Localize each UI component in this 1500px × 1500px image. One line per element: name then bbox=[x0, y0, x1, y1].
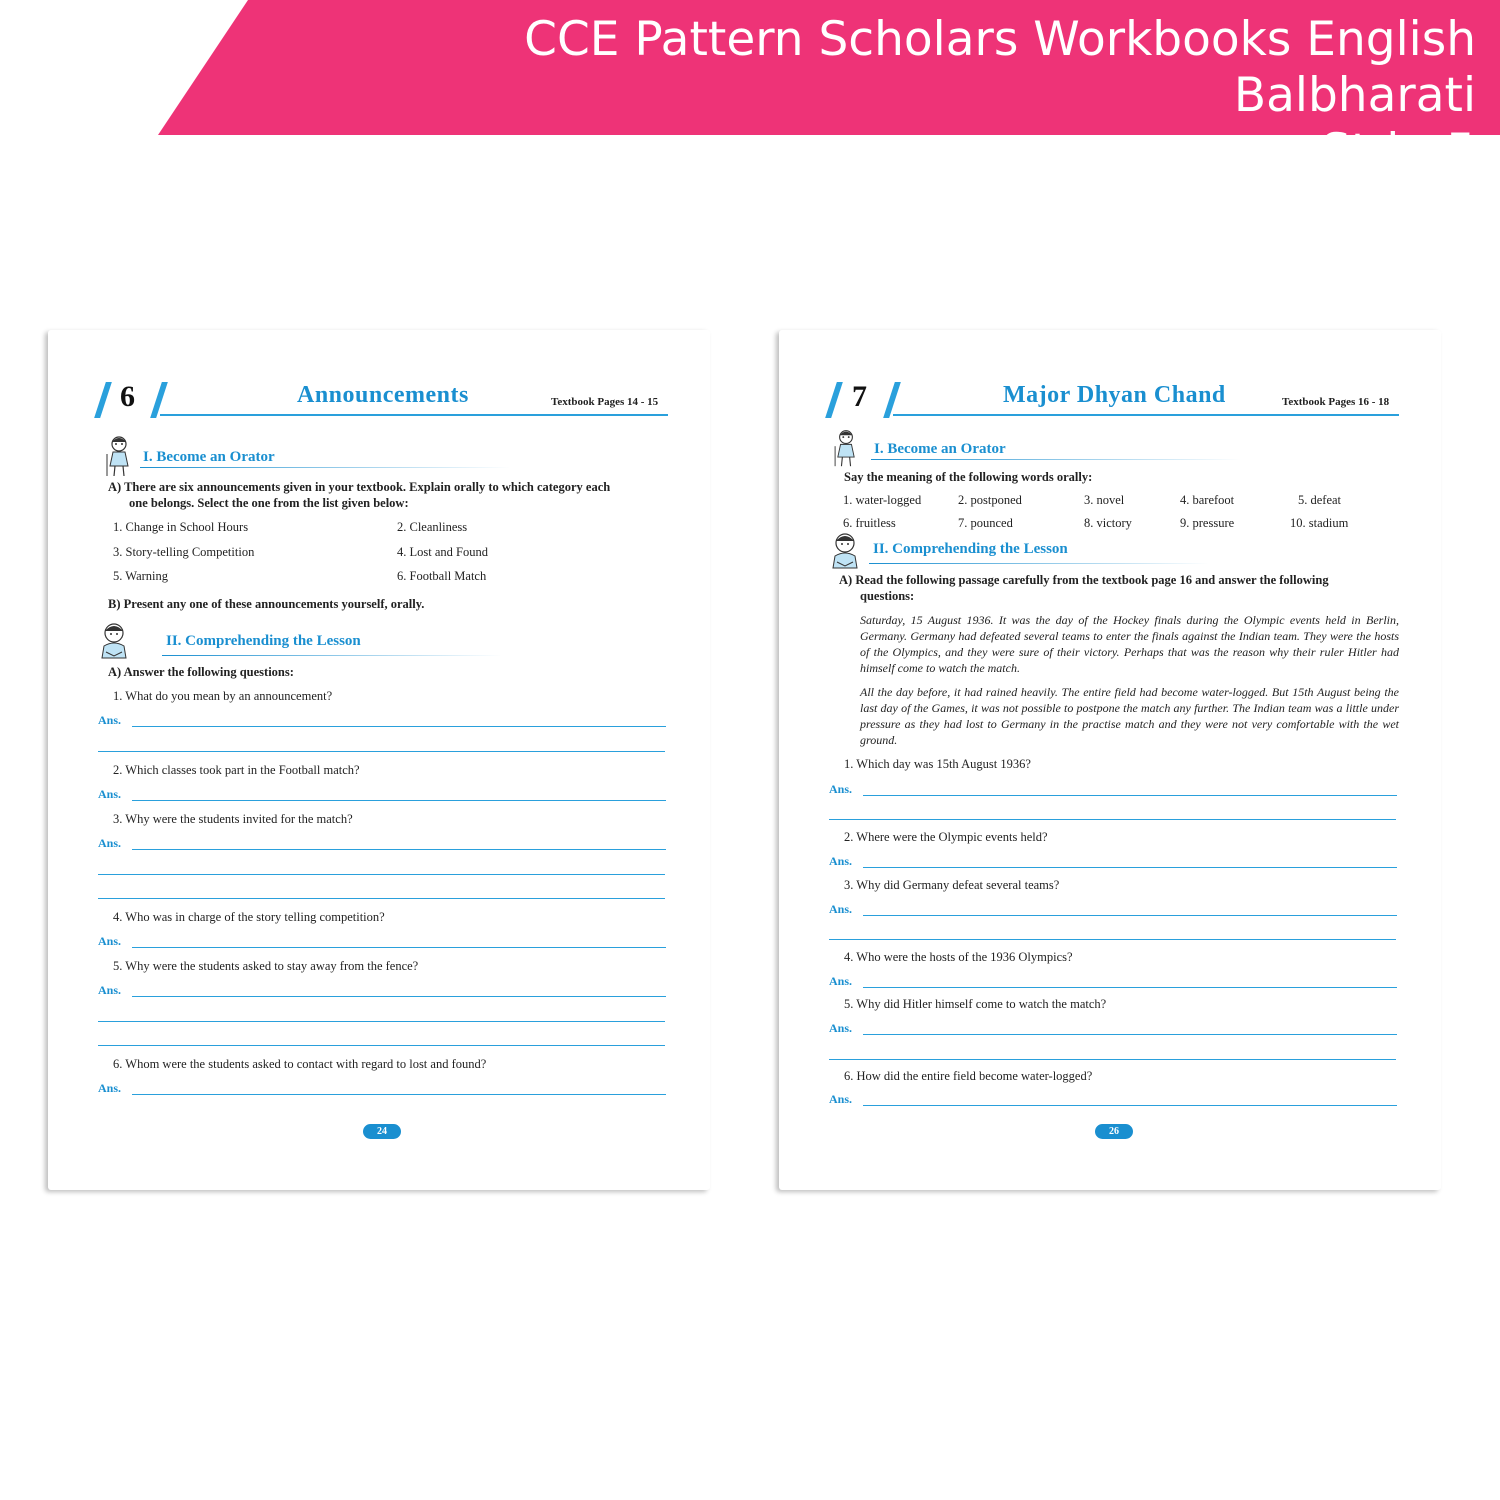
answer-label: Ans. bbox=[829, 1021, 853, 1035]
word-item: 9. pressure bbox=[1180, 516, 1235, 530]
answer-line[interactable] bbox=[829, 1059, 1396, 1060]
question-item: 4. Who were the hosts of the 1936 Olympics? bbox=[844, 950, 1073, 964]
section-rule bbox=[140, 467, 510, 468]
answer-line[interactable] bbox=[132, 1094, 666, 1095]
section-heading-comprehending: II. Comprehending the Lesson bbox=[166, 633, 361, 649]
answer-label: Ans. bbox=[829, 974, 853, 988]
passage-instructions: A) Read the following passage carefully from the textbook page 16 and answer the following bbox=[839, 573, 1329, 587]
chapter-number: 7 bbox=[852, 380, 867, 413]
question-item: 4. Who was in charge of the story telling competition? bbox=[113, 910, 385, 924]
section-rule bbox=[869, 563, 1209, 564]
chapter-underline bbox=[160, 414, 668, 416]
list-item: 6. Football Match bbox=[397, 569, 487, 583]
answer-line[interactable] bbox=[863, 987, 1397, 988]
textbook-pages-ref: Textbook Pages 14 - 15 bbox=[551, 396, 659, 408]
answer-label: Ans. bbox=[98, 836, 122, 850]
chapter-title: Announcements bbox=[297, 382, 469, 408]
answer-label: Ans. bbox=[829, 902, 853, 916]
chapter-slash-mark bbox=[825, 382, 843, 418]
question-item: 1. Which day was 15th August 1936? bbox=[844, 757, 1031, 771]
question-item: 5. Why were the students asked to stay away from the fence? bbox=[113, 959, 419, 973]
answer-line[interactable] bbox=[863, 1105, 1397, 1106]
list-item: 3. Story-telling Competition bbox=[113, 545, 255, 559]
answer-line[interactable] bbox=[132, 726, 666, 727]
banner-title bbox=[276, 12, 1476, 180]
answer-line[interactable] bbox=[132, 849, 666, 850]
answer-line[interactable] bbox=[863, 795, 1397, 796]
answer-label: Ans. bbox=[98, 1081, 122, 1095]
answer-line[interactable] bbox=[132, 947, 666, 948]
textbook-pages-ref: Textbook Pages 16 - 18 bbox=[1282, 396, 1390, 408]
page-number: 26 bbox=[1095, 1124, 1133, 1139]
page-number: 24 bbox=[363, 1124, 401, 1139]
question-item: 6. Whom were the students asked to contact with regard to lost and found? bbox=[113, 1057, 487, 1071]
answer-line[interactable] bbox=[98, 751, 665, 752]
question-item: 3. Why were the students invited for the match? bbox=[113, 812, 353, 826]
workbook-page-right bbox=[779, 330, 1441, 1190]
section-rule bbox=[162, 655, 502, 656]
answer-line[interactable] bbox=[132, 800, 666, 801]
question-item: 1. What do you mean by an announcement? bbox=[113, 689, 333, 703]
banner-title-line1: CCE Pattern Scholars Workbooks English Balbharati bbox=[524, 12, 1476, 123]
list-item: 1. Change in School Hours bbox=[113, 520, 249, 534]
list-item: 5. Warning bbox=[113, 569, 169, 583]
passage-paragraph: Saturday, 15 August 1936. It was the day of the Hockey finals during the Olympic events held in Berlin, Germany. Germany had defeated several teams to enter the finals against the Indian team. They were the hosts of the Olympics, and they were sure of their victory. Perhaps that was the reason why their ruler Hitler had himself come to watch the match. bbox=[860, 613, 1399, 675]
girl-speaker-icon bbox=[831, 428, 861, 468]
list-item: 4. Lost and Found bbox=[397, 545, 488, 559]
word-item: 5. defeat bbox=[1298, 493, 1342, 507]
word-item: 7. pounced bbox=[958, 516, 1013, 530]
word-item: 6. fruitless bbox=[843, 516, 896, 530]
answer-line[interactable] bbox=[98, 898, 665, 899]
chapter-title: Major Dhyan Chand bbox=[1003, 382, 1226, 408]
word-item: 1. water-logged bbox=[843, 493, 922, 507]
answer-line[interactable] bbox=[98, 1021, 665, 1022]
question-item: 2. Where were the Olympic events held? bbox=[844, 830, 1048, 844]
word-item: 4. barefoot bbox=[1180, 493, 1235, 507]
question-a-text: A) There are six announcements given in your textbook. Explain orally to which category each bbox=[108, 480, 611, 494]
passage-paragraph: All the day before, it had rained heavily. The entire field had become water-logged. But 15th August being the last day of the Games, it was not possible to postpone the match any further. The Indian team was a little under pressure as they had lost to Germany in the practise match and they were not very comfortable with the wet ground. bbox=[860, 685, 1399, 747]
answer-label: Ans. bbox=[98, 934, 122, 948]
section-heading-comprehending: II. Comprehending the Lesson bbox=[873, 541, 1068, 557]
question-item: 2. Which classes took part in the Football match? bbox=[113, 763, 360, 777]
answer-instructions: A) Answer the following questions: bbox=[108, 665, 294, 679]
word-item: 2. postponed bbox=[958, 493, 1022, 507]
answer-label: Ans. bbox=[829, 782, 853, 796]
workbook-page-left bbox=[48, 330, 710, 1190]
banner-title-line2: Std - 5 bbox=[1321, 124, 1476, 179]
chapter-underline bbox=[893, 414, 1399, 416]
answer-line[interactable] bbox=[829, 939, 1396, 940]
answer-line[interactable] bbox=[863, 867, 1397, 868]
chapter-slash-mark bbox=[150, 382, 168, 418]
word-item: 10. stadium bbox=[1290, 516, 1349, 530]
section-rule bbox=[871, 459, 1241, 460]
passage-instructions-cont: questions: bbox=[860, 589, 915, 603]
chapter-number: 6 bbox=[120, 380, 135, 413]
question-b-text: B) Present any one of these announcements yourself, orally. bbox=[108, 597, 425, 611]
answer-label: Ans. bbox=[98, 983, 122, 997]
question-item: 6. How did the entire field become water-logged? bbox=[844, 1069, 1093, 1083]
girl-speaker-icon bbox=[104, 434, 134, 478]
list-item: 2. Cleanliness bbox=[397, 520, 468, 534]
answer-label: Ans. bbox=[829, 854, 853, 868]
answer-line[interactable] bbox=[98, 1045, 665, 1046]
answer-label: Ans. bbox=[98, 713, 122, 727]
question-item: 5. Why did Hitler himself come to watch the match? bbox=[844, 997, 1107, 1011]
chapter-slash-mark bbox=[94, 382, 112, 418]
question-a-text-cont: one belongs. Select the one from the list given below: bbox=[129, 496, 409, 510]
boy-reading-icon bbox=[98, 622, 130, 662]
answer-label: Ans. bbox=[98, 787, 122, 801]
answer-line[interactable] bbox=[863, 1034, 1397, 1035]
word-item: 3. novel bbox=[1084, 493, 1125, 507]
answer-line[interactable] bbox=[132, 996, 666, 997]
answer-line[interactable] bbox=[829, 819, 1396, 820]
chapter-slash-mark bbox=[883, 382, 901, 418]
instruction-text: Say the meaning of the following words orally: bbox=[844, 470, 1093, 484]
answer-label: Ans. bbox=[829, 1092, 853, 1106]
word-item: 8. victory bbox=[1084, 516, 1132, 530]
boy-reading-icon bbox=[829, 532, 861, 572]
section-heading-orator: I. Become an Orator bbox=[143, 449, 275, 465]
question-item: 3. Why did Germany defeat several teams? bbox=[844, 878, 1060, 892]
answer-line[interactable] bbox=[863, 915, 1397, 916]
section-heading-orator: I. Become an Orator bbox=[874, 441, 1006, 457]
answer-line[interactable] bbox=[98, 874, 665, 875]
